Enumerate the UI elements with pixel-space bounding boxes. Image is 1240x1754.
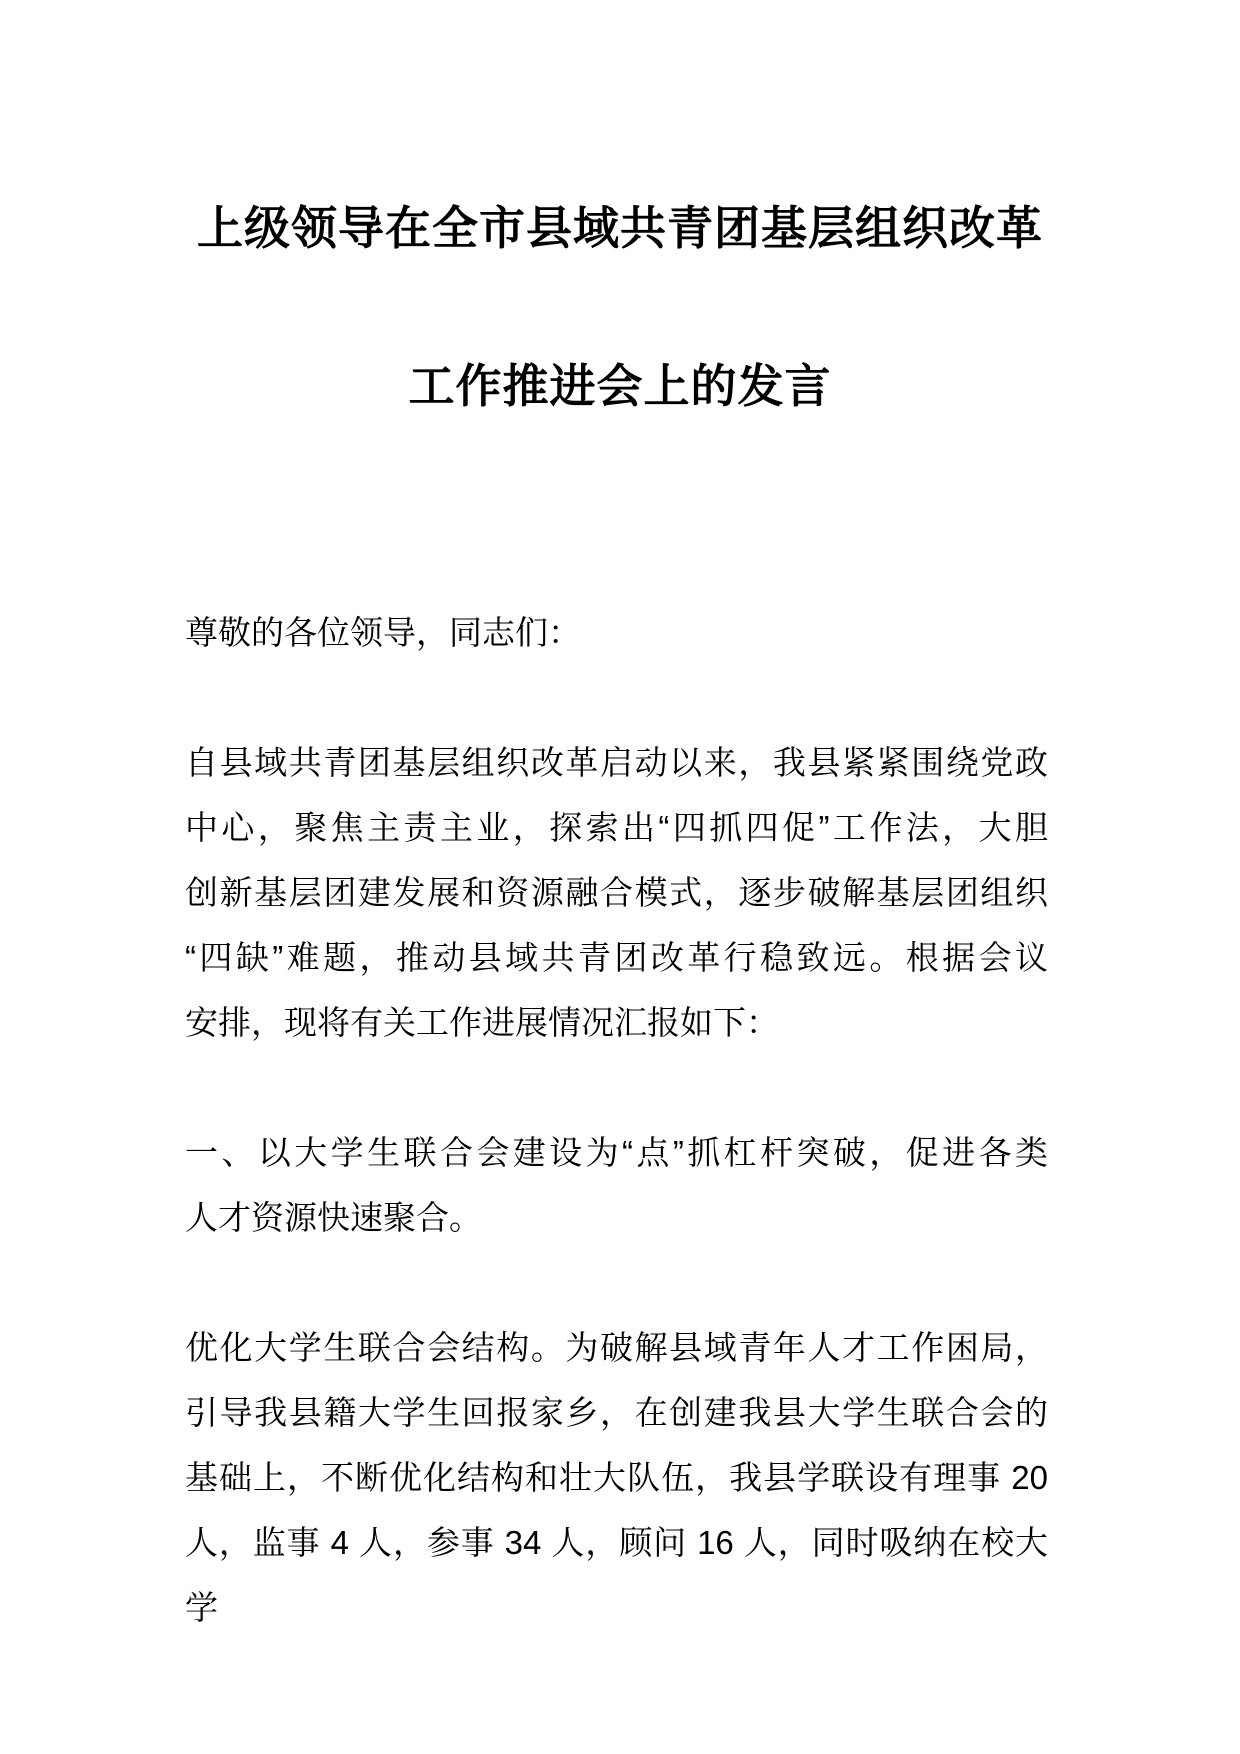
text-line: 自县域共青团基层组织改革启动以来，我县紧紧围绕党政	[185, 744, 1048, 781]
salutation-line: 尊敬的各位领导，同志们：	[185, 614, 581, 651]
text-line: 中心，聚焦主责主业，探索出“四抓四促”工作法，大胆	[185, 809, 1048, 846]
document-title-line-2: 工作推进会上的发言	[408, 360, 832, 412]
document-body	[185, 600, 1048, 1640]
salutation-paragraph	[185, 600, 1048, 665]
text-line: 人，监事 4 人，参事 34 人，顾问 16 人，同时吸纳在校大学	[185, 1524, 1048, 1626]
paragraph-section-heading	[185, 1120, 1048, 1250]
text-line: 引导我县籍大学生回报家乡，在创建我县大学生联合会的	[185, 1394, 1048, 1431]
paragraph-intro	[185, 730, 1048, 1055]
text-line: 基础上，不断优化结构和壮大队伍，我县学联设有理事 20	[185, 1459, 1048, 1496]
text-line: 创新基层团建发展和资源融合模式，逐步破解基层团组织	[185, 874, 1048, 911]
text-line: “四缺”难题，推动县域共青团改革行稳致远。根据会议	[185, 939, 1048, 976]
text-line: 人才资源快速聚合。	[185, 1199, 482, 1236]
paragraph-student-federation	[185, 1315, 1048, 1640]
document-title-line-1: 上级领导在全市县域共青团基层组织改革	[197, 202, 1043, 254]
text-line: 一、以大学生联合会建设为“点”抓杠杆突破，促进各类	[185, 1134, 1048, 1171]
text-line: 优化大学生联合会结构。为破解县域青年人才工作困局，	[185, 1329, 1048, 1366]
text-line: 安排，现将有关工作进展情况汇报如下：	[185, 1004, 779, 1041]
